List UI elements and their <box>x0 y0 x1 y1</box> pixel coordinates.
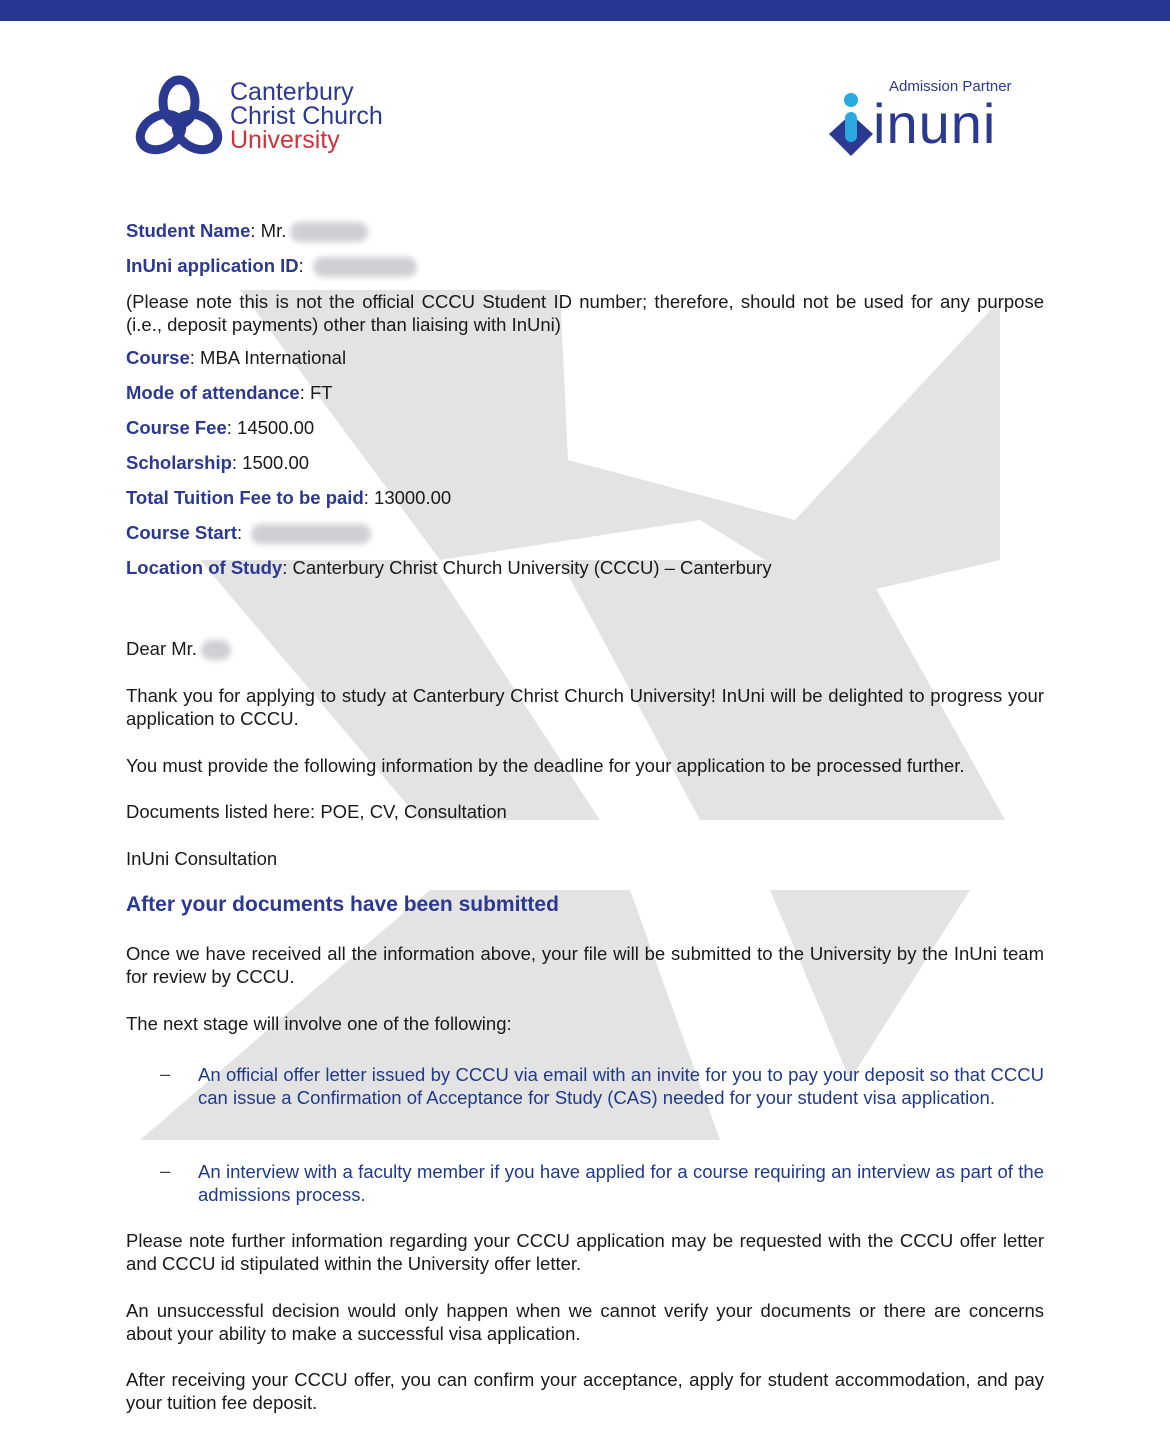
course-label: Course <box>126 347 190 368</box>
redacted-course-start <box>251 524 371 544</box>
course-fee-row: Course Fee: 14500.00 <box>126 417 315 438</box>
cccu-line-1: Canterbury <box>230 78 354 106</box>
total-fee-row: Total Tuition Fee to be paid: 13000.00 <box>126 487 452 508</box>
redacted-name <box>290 222 368 242</box>
paragraph-thank-you: Thank you for applying to study at Canterbury Christ Church University! InUni will be delighted to progress your application to CCCU. <box>126 685 1044 729</box>
paragraph-deadline: You must provide the following information by the deadline for your application to be processed further. <box>126 755 965 776</box>
scholarship-value: 1500.00 <box>242 452 310 473</box>
location-value: Canterbury Christ Church University (CCCU) – Canterbury <box>292 557 772 578</box>
student-id-note: (Please note this is not the official CCCU Student ID number; therefore, should not be used for any purpose (i.e., deposit payments) other than liaising with InUni) <box>126 291 1044 335</box>
course-value: MBA International <box>200 347 347 368</box>
paragraph-submission: Once we have received all the information above, your file will be submitted to the University by the InUni team for review by CCCU. <box>126 943 1044 987</box>
course-row: Course: MBA International <box>126 347 347 368</box>
redacted-greeting-name <box>201 640 231 660</box>
inuni-logo <box>815 68 1035 164</box>
location-row: Location of Study: Canterbury Christ Church University (CCCU) – Canterbury <box>126 557 772 578</box>
student-name-value: Mr. <box>260 220 287 241</box>
paragraph-after-offer: After receiving your CCCU offer, you can confirm your acceptance, apply for student accommodation, and pay your tuition fee deposit. <box>126 1369 1044 1413</box>
total-fee-label: Total Tuition Fee to be paid <box>126 487 364 508</box>
cccu-line-3: University <box>230 126 340 154</box>
greeting-text: Dear Mr. <box>126 638 197 659</box>
paragraph-next-stage: The next stage will involve one of the following: <box>126 1013 512 1034</box>
application-id-label: InUni application ID <box>126 255 299 276</box>
course-fee-label: Course Fee <box>126 417 227 438</box>
student-name-row: Student Name: Mr. <box>126 220 368 242</box>
scholarship-row: Scholarship: 1500.00 <box>126 452 310 473</box>
greeting <box>126 638 231 660</box>
cccu-logo <box>132 68 402 164</box>
mode-value: FT <box>310 382 333 403</box>
paragraph-documents: Documents listed here: POE, CV, Consultation <box>126 801 507 822</box>
application-id-row: InUni application ID: <box>126 255 417 277</box>
paragraph-unsuccessful: An unsuccessful decision would only happen when we cannot verify your documents or there are concerns about your ability to make a successful visa application. <box>126 1300 1044 1344</box>
mode-label: Mode of attendance <box>126 382 300 403</box>
location-label: Location of Study <box>126 557 283 578</box>
scholarship-label: Scholarship <box>126 452 232 473</box>
cccu-emblem-icon <box>134 74 224 164</box>
redacted-application-id <box>313 257 417 277</box>
cccu-wordmark <box>230 80 383 152</box>
section-heading: After your documents have been submitted <box>126 893 559 916</box>
course-start-label: Course Start <box>126 522 238 543</box>
total-fee-value: 13000.00 <box>374 487 452 508</box>
inuni-wordmark: inuni <box>873 92 997 155</box>
bullet-interview: An interview with a faculty member if you have applied for a course requiring an interview as part of the admissions process. <box>198 1161 1044 1205</box>
course-fee-value: 14500.00 <box>237 417 315 438</box>
cccu-line-2: Christ Church <box>230 102 383 130</box>
mode-row: Mode of attendance: FT <box>126 382 333 403</box>
admission-partner-label: Admission Partner <box>889 78 1012 95</box>
course-start-row: Course Start: <box>126 522 371 544</box>
bullet-dash-1: – <box>160 1063 171 1084</box>
paragraph-consultation: InUni Consultation <box>126 848 278 869</box>
student-name-label: Student Name <box>126 220 251 241</box>
bullet-dash-2: – <box>160 1160 171 1181</box>
paragraph-further-info: Please note further information regarding your CCCU application may be requested with the CCCU offer letter and CCCU id stipulated within the University offer letter. <box>126 1230 1044 1274</box>
bullet-offer-letter: An official offer letter issued by CCCU via email with an invite for you to pay your deposit so that CCCU can issue a Confirmation of Acceptance for Study (CAS) needed for your student visa application. <box>198 1064 1044 1108</box>
